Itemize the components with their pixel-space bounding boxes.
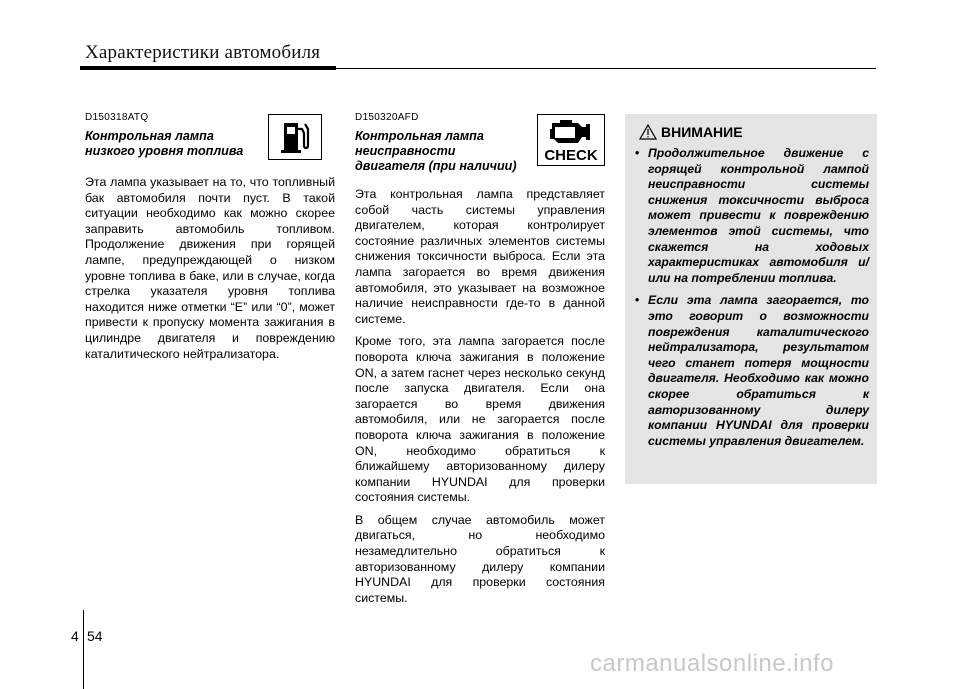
section-heading <box>355 129 540 187</box>
body-paragraph: Эта контрольная лампа представляет собой часть системы управления двигателем, которая контролирует состояние различных элементов системы снижения токсичности выброса. Если эта лампа загорается во время движения автомобиля, это указывает на возможное наличие неисправности где-то в данной системе. <box>355 187 605 326</box>
warning-title: ВНИМАНИЕ <box>661 124 743 140</box>
check-label: CHECK <box>544 147 598 164</box>
page-header-title: Характеристики автомобиля <box>85 42 321 63</box>
section-heading <box>85 129 255 175</box>
check-engine-icon <box>537 114 605 166</box>
section-code: D150320AFD <box>355 112 419 123</box>
heading-line: Контрольная лампа <box>85 129 214 143</box>
chapter-number: 4 <box>71 628 79 644</box>
footer-divider <box>83 610 84 689</box>
section-code: D150318ATQ <box>85 112 149 123</box>
heading-line: двигателя (при наличии) <box>355 159 517 173</box>
page-number: 54 <box>87 628 103 644</box>
watermark: carmanualsonline.info <box>590 650 834 677</box>
warning-item: • Продолжительное движение с горящей контрольной лампой неисправности системы снижения токсичности выброса может привести к повреждению элементов этой системы, что скажется на ходовых характеристиках автомобиля и/или на потреблении топлива. <box>635 146 869 286</box>
middle-column <box>355 112 605 613</box>
body-paragraph: В общем случае автомобиль может двигаться, но необходимо незамедлительно обратиться к авторизованному дилеру компании HYUNDAI для проверки состояния системы. <box>355 512 605 605</box>
fuel-pump-icon <box>268 114 322 160</box>
body-paragraph: Эта лампа указывает на то, что топливный бак автомобиля почти пуст. В такой ситуации необходимо как можно скорее заправить автомобиль топливом. Продолжение движения при горящей лампе, предупреждающей о низком уровне топлива в баке, или в случае, когда стрелка указателя уровня топлива находится ниже отметки “E” или “0”, может привести к пропуску момента зажигания в цилиндре двигателя и повреждению каталитического нейтрализатора. <box>85 175 335 361</box>
heading-line: неисправности <box>355 144 456 158</box>
heading-line: Контрольная лампа <box>355 129 484 143</box>
warning-triangle-icon <box>639 124 657 140</box>
warning-box <box>625 114 877 484</box>
body-paragraph: Кроме того, эта лампа загорается после поворота ключа зажигания в положение ON, а затем гаснет через несколько секунд после запуска двигателя. Если она загорается во время движения автомобиля, или не загорается после поворота ключа зажигания в положение ON, необходимо обратиться к ближайшему авторизованному дилеру компании HYUNDAI для проверки состояния системы. <box>355 334 605 505</box>
header-rule-thin <box>336 68 876 69</box>
heading-line: низкого уровня топлива <box>85 144 244 158</box>
warning-item: • Если эта лампа загорается, то это говорит о возможности повреждения каталитического нейтрализатора, результатом чего станет потеря мощности двигателя. Необходимо как можно скорее обратиться к авторизованному дилеру компании HYUNDAI для проверки системы управления двигателем. <box>635 293 869 449</box>
header-rule-thick <box>80 66 336 70</box>
warning-list <box>635 146 869 456</box>
